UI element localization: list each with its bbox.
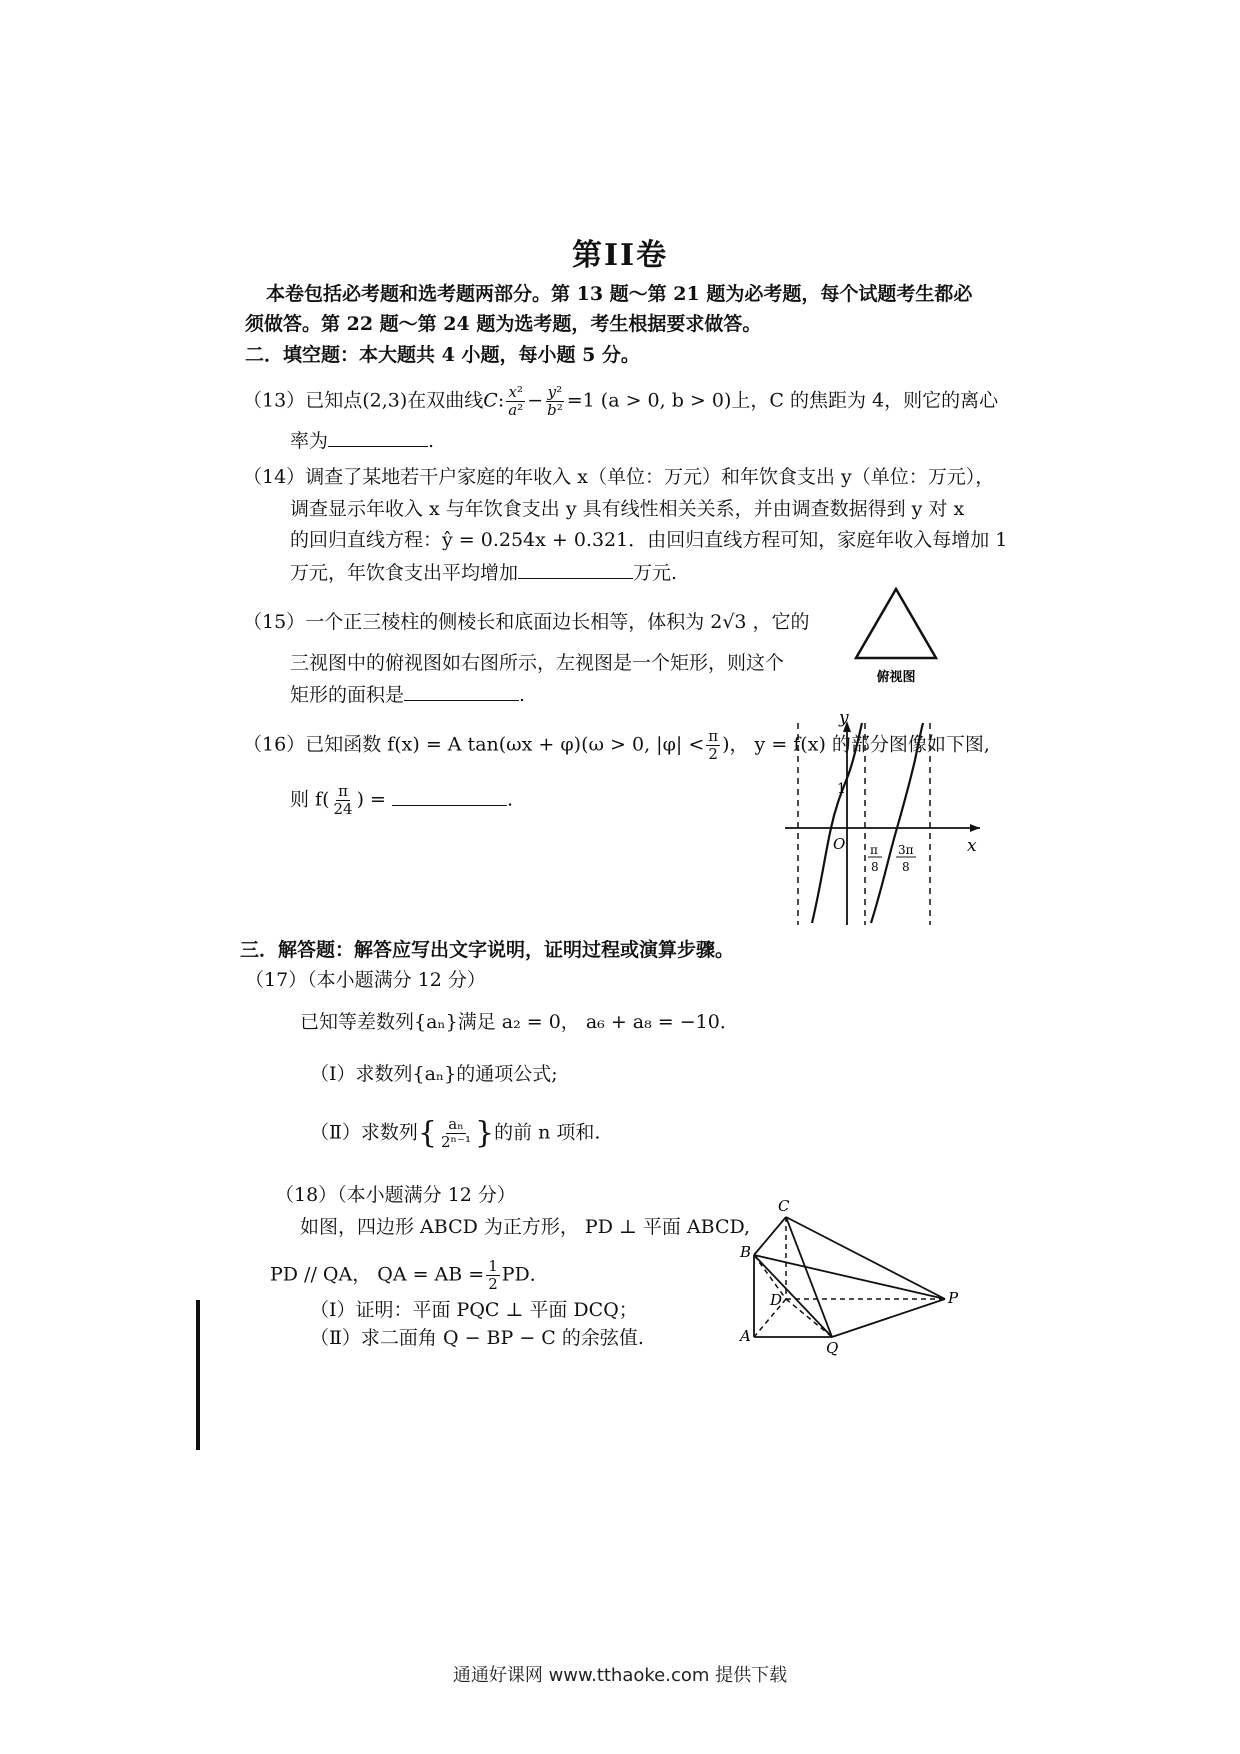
q13-frac-y: $\frac{\text{y²}}{\text{b²}}$: [547, 383, 563, 419]
q13-frac-x: $\frac{\text{x²}}{\text{a²}}$: [508, 383, 524, 419]
q13-condition: (a > 0, b > 0): [600, 389, 732, 412]
q18-pyramid-figure: [740, 1195, 960, 1357]
q16-answer-blank[interactable]: [392, 787, 507, 806]
curve-branch-2: [871, 723, 923, 923]
footer-source: 通通好课网 www.tthaoke.com 提供下载: [452, 1665, 788, 1686]
origin-label: O: [833, 835, 846, 853]
part3-heading: 三．解答题：解答应写出文字说明，证明过程或演算步骤。: [240, 939, 735, 961]
q16-frac-pi-24: $\frac{\pi}{24}$: [333, 782, 353, 818]
vertex-q-label: Q: [826, 1339, 839, 1357]
curve-branch-1: [812, 723, 862, 923]
intro-line-1: 本卷包括必考题和选考题两部分。第 13 题～第 21 题为必考题，每个试题考生都必: [266, 283, 973, 305]
y-tick-1: 1: [837, 781, 846, 797]
q18-title: （18）（本小题满分 12 分）: [275, 1184, 516, 1206]
vertex-p-label: P: [948, 1289, 959, 1307]
x-axis-label: x: [967, 836, 977, 856]
q18-sub-2: （Ⅱ）求二面角 Q − BP − C 的余弦值.: [310, 1327, 644, 1349]
q14-line-2: 调查显示年收入 x 与年饮食支出 y 具有线性相关关系，并由调查数据得到 y 对 x: [290, 498, 965, 520]
q16-line-2: 则 f( $\frac{\pi}{24}$ ) = .: [290, 782, 514, 818]
vertex-b-label: B: [740, 1243, 752, 1261]
scan-edge-mark: [196, 1300, 200, 1450]
q16-line-1: （16）已知函数 f(x) = A tan(ωx + φ)(ω > 0, |φ| < $\frac{\pi}{2}$ )， y = f(x) 的部分图像如下图,: [243, 727, 990, 763]
vertex-c-label: C: [778, 1197, 790, 1215]
q13-text-d: 率为: [290, 430, 329, 452]
q14-answer-blank[interactable]: [518, 560, 633, 579]
q15-line-1: （15）一个正三棱柱的侧棱长和底面边长相等，体积为 2√3 ，它的: [243, 611, 810, 633]
x-tick-3pi-8-num: 3π: [898, 843, 914, 857]
q14-line-4: 万元，年饮食支出平均增加 万元.: [290, 562, 678, 584]
y-axis-label: y: [839, 708, 849, 728]
q16-tan-graph: [755, 708, 985, 930]
q15-line-2: 三视图中的俯视图如右图所示，左视图是一个矩形，则这个: [290, 652, 785, 674]
vertex-a-label: A: [740, 1327, 751, 1345]
q15-top-view-figure: [850, 585, 950, 685]
svg-text:8: 8: [902, 860, 910, 874]
q16-frac-pi-2: $\frac{\pi}{2}$: [708, 727, 719, 763]
q13-point: (2,3): [362, 389, 408, 412]
x-tick-pi-8-num: π: [870, 843, 878, 857]
intro-line-2: 须做答。第 22 题～第 24 题为选考题，考生根据要求做答。: [245, 313, 762, 335]
q17-title: （17）（本小题满分 12 分）: [245, 969, 486, 991]
q15-answer-blank[interactable]: [404, 682, 519, 701]
q15-number: （15）: [243, 611, 306, 633]
q18-sub-1: （Ⅰ）证明：平面 PQC ⊥ 平面 DCQ；: [310, 1299, 638, 1321]
q15-line-3: 矩形的面积是 .: [290, 684, 526, 706]
q13-text-a: 已知点: [305, 389, 363, 412]
q15-figure-caption: 俯视图: [876, 670, 916, 685]
triangle-shape: [856, 589, 936, 658]
q18-line-1: 如图，四边形 ABCD 为正方形， PD ⊥ 平面 ABCD,: [300, 1216, 751, 1238]
q18-frac-half: $\frac{1}{2}$: [488, 1257, 498, 1293]
q17-sequence-frac: $\frac{\text{aₙ}}{\text{2ⁿ⁻¹}}$: [441, 1115, 471, 1151]
part2-heading: 二．填空题：本大题共 4 小题，每小题 5 分。: [245, 344, 640, 366]
q17-sub-2: （Ⅱ）求数列{ $\frac{\text{aₙ}}{\text{2ⁿ⁻¹}}$ }的前 n 项和.: [310, 1115, 601, 1151]
q13-answer-blank[interactable]: [328, 428, 428, 447]
q14-line-3: 的回归直线方程：ŷ = 0.254x + 0.321．由回归直线方程可知，家庭年收入每增加 1: [290, 529, 1008, 551]
section-title: 第II卷: [572, 238, 669, 273]
q16-number: （16）: [243, 733, 306, 756]
vertex-d-label: D: [770, 1291, 783, 1309]
q13-curve: C: [483, 389, 498, 412]
q14-number: （14）: [243, 466, 306, 488]
svg-text:8: 8: [871, 860, 879, 874]
q13-line-1: （13）已知点(2,3)在双曲线C: $\frac{\text{x²}}{\text{a²}}$ − $\frac{\text{y²}}{\text{b²}}$ =1 (a > 0, b > 0)上，C 的焦距为 4，则它的离心: [243, 383, 999, 419]
q17-line-1: 已知等差数列{aₙ}满足 a₂ = 0， a₆ + a₈ = −10．: [300, 1011, 739, 1033]
q13-text-c: 上，C 的焦距为 4，则它的离心: [731, 389, 999, 412]
q14-line-1: （14）调查了某地若干户家庭的年收入 x（单位：万元）和年饮食支出 y（单位：万元），: [243, 466, 995, 488]
x-axis-arrow: [970, 824, 980, 832]
q17-sub-1: （Ⅰ）求数列{aₙ}的通项公式;: [310, 1063, 558, 1085]
q13-line-2: 率为 .: [290, 430, 435, 452]
q13-text-b: 在双曲线: [407, 389, 484, 412]
q13-number: （13）: [243, 389, 306, 412]
q18-line-2: PD // QA， QA = AB = $\frac{1}{2}$ PD．: [270, 1257, 549, 1293]
